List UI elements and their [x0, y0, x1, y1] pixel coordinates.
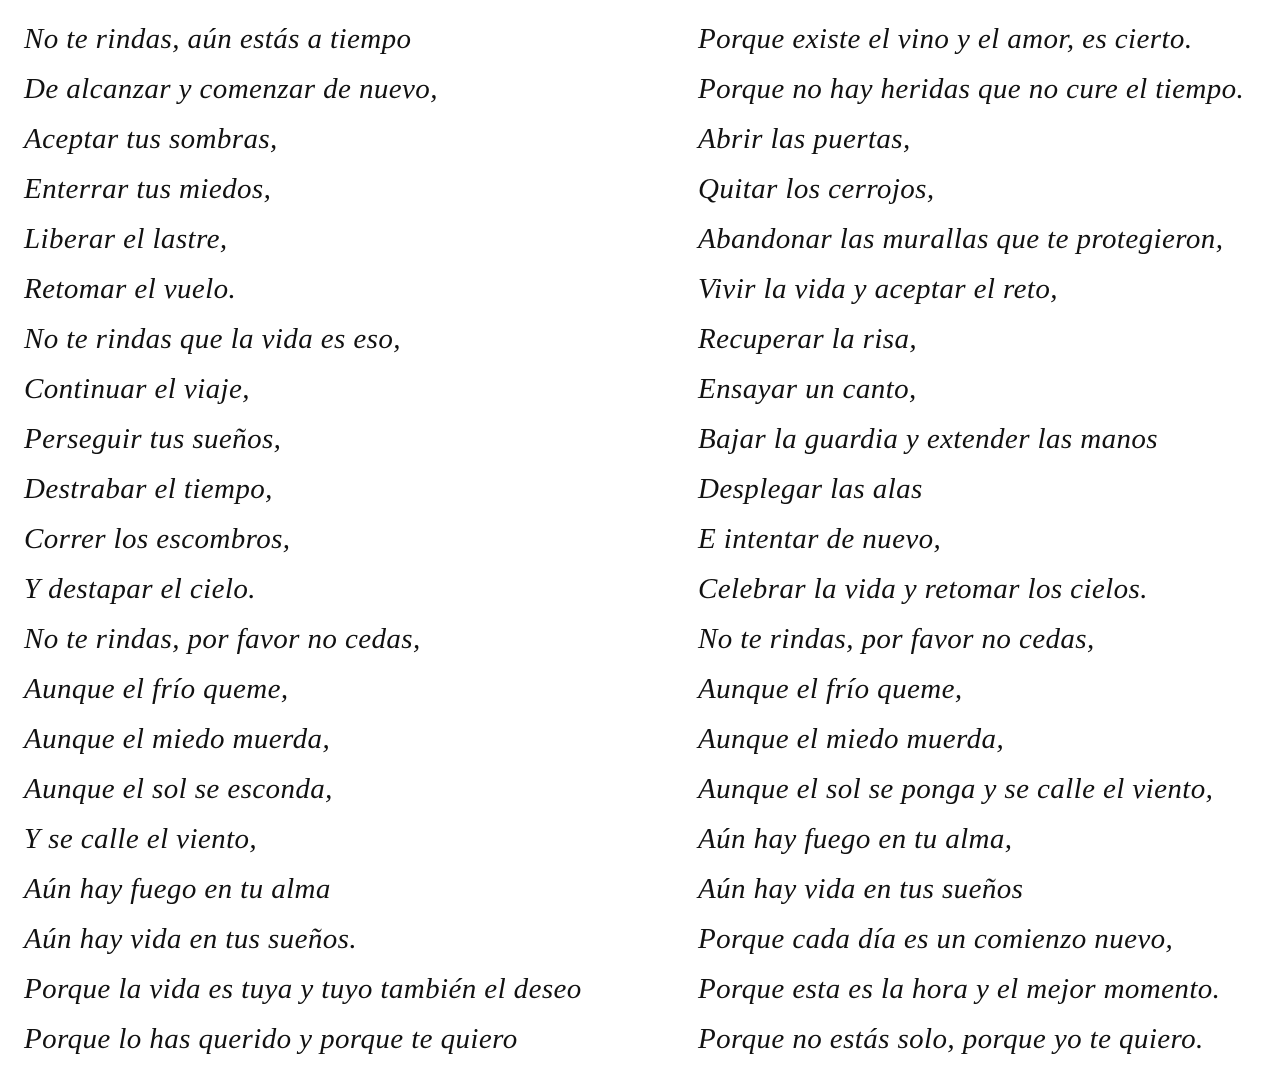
- poem-line: Y se calle el viento,: [24, 823, 258, 855]
- poem-line: Aunque el miedo muerda,: [698, 723, 1005, 755]
- poem-line: Aunque el frío queme,: [698, 673, 963, 705]
- poem-line: Ensayar un canto,: [698, 373, 917, 405]
- poem-line: No te rindas, por favor no cedas,: [24, 623, 421, 655]
- poem-line: Bajar la guardia y extender las manos: [698, 423, 1158, 455]
- poem-line: Aún hay vida en tus sueños: [698, 873, 1024, 905]
- poem-line: Perseguir tus sueños,: [24, 423, 282, 455]
- poem-line: Quitar los cerrojos,: [698, 173, 935, 205]
- poem-line: Porque no estás solo, porque yo te quiero.: [698, 1023, 1204, 1055]
- poem-line: Abrir las puertas,: [698, 123, 911, 155]
- poem-line: No te rindas, por favor no cedas,: [698, 623, 1095, 655]
- poem-line: Liberar el lastre,: [24, 223, 228, 255]
- poem-column-left: [24, 14, 582, 1064]
- poem-line: Aunque el sol se ponga y se calle el viento,: [698, 773, 1214, 805]
- poem-line: Aún hay vida en tus sueños.: [24, 923, 357, 955]
- poem-line: Porque la vida es tuya y tuyo también el deseo: [24, 973, 582, 1005]
- poem-line: Aún hay fuego en tu alma,: [698, 823, 1013, 855]
- poem-line: Abandonar las murallas que te protegieron,: [698, 223, 1224, 255]
- poem-line: E intentar de nuevo,: [698, 523, 942, 555]
- poem-line: Vivir la vida y aceptar el reto,: [698, 273, 1058, 305]
- poem-line: Celebrar la vida y retomar los cielos.: [698, 573, 1148, 605]
- poem-line: Porque no hay heridas que no cure el tiempo.: [698, 73, 1245, 105]
- poem-line: Continuar el viaje,: [24, 373, 250, 405]
- poem-line: Desplegar las alas: [698, 473, 923, 505]
- poem-line: Porque lo has querido y porque te quiero: [24, 1023, 518, 1055]
- poem-line: Aunque el miedo muerda,: [24, 723, 331, 755]
- poem-line: Porque cada día es un comienzo nuevo,: [698, 923, 1174, 955]
- poem-line: Y destapar el cielo.: [24, 573, 256, 605]
- poem-line: Porque existe el vino y el amor, es cierto.: [698, 23, 1193, 55]
- poem-line: Aún hay fuego en tu alma: [24, 873, 331, 905]
- poem-line: De alcanzar y comenzar de nuevo,: [24, 73, 438, 105]
- poem-line: Porque esta es la hora y el mejor momento.: [698, 973, 1221, 1005]
- poem-line: Aunque el sol se esconda,: [24, 773, 333, 805]
- poem-line: Enterrar tus miedos,: [24, 173, 272, 205]
- poem-line: Recuperar la risa,: [698, 323, 918, 355]
- poem-line: Destrabar el tiempo,: [24, 473, 273, 505]
- poem-line: Retomar el vuelo.: [24, 273, 237, 305]
- poem-line: Aunque el frío queme,: [24, 673, 289, 705]
- poem-line: No te rindas, aún estás a tiempo: [24, 23, 412, 55]
- poem-column-right: [698, 14, 1244, 1064]
- poem-line: Aceptar tus sombras,: [24, 123, 278, 155]
- poem-line: No te rindas que la vida es eso,: [24, 323, 401, 355]
- poem-line: Correr los escombros,: [24, 523, 291, 555]
